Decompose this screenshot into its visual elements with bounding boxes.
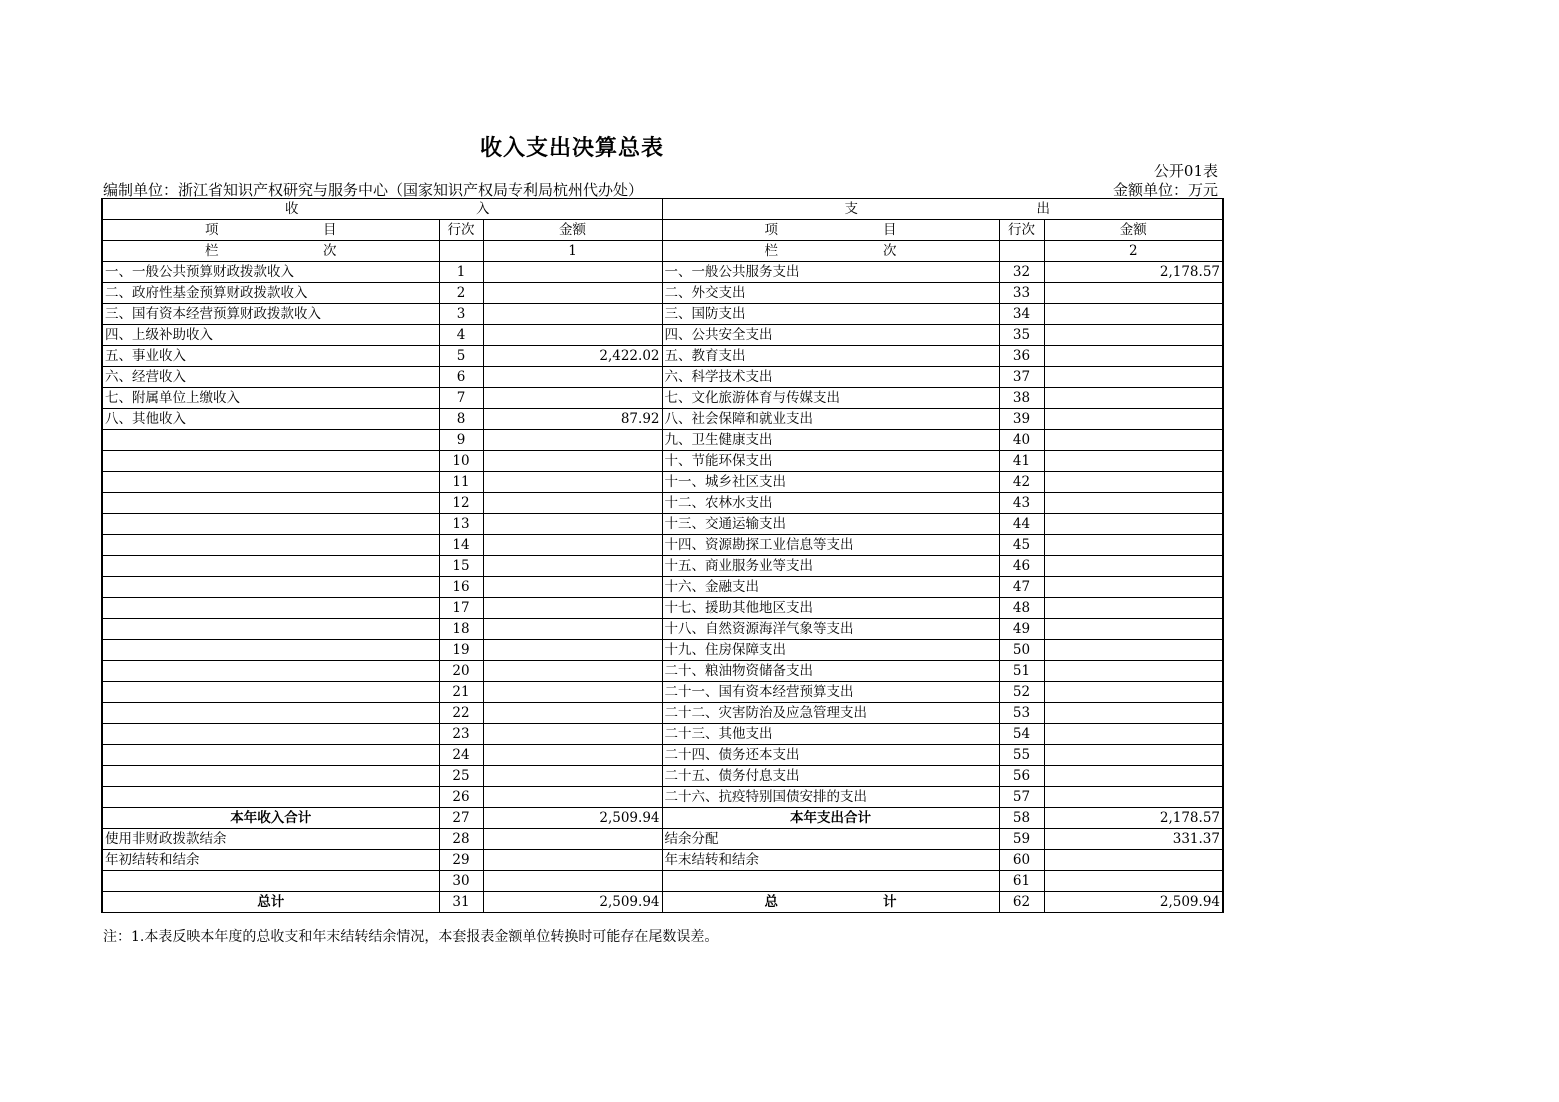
grand-expense-amount: 2,509.94 [1044, 892, 1223, 913]
table-row [102, 325, 1223, 346]
expense-line: 46 [999, 556, 1044, 577]
expense-item: 十六、金融支出 [662, 577, 999, 598]
expense-amount [1044, 535, 1223, 556]
income-item [102, 430, 439, 451]
expense-line: 54 [999, 724, 1044, 745]
income-amount [483, 262, 662, 283]
expense-item: 六、科学技术支出 [662, 367, 999, 388]
income-amount [483, 598, 662, 619]
income-amount [483, 388, 662, 409]
income-line: 2 [439, 283, 483, 304]
expense-item: 九、卫生健康支出 [662, 430, 999, 451]
expense-amount [1044, 430, 1223, 451]
expense-item: 二、外交支出 [662, 283, 999, 304]
expense-line: 33 [999, 283, 1044, 304]
income-amount [483, 787, 662, 808]
income-amount [483, 661, 662, 682]
income-amount [483, 451, 662, 472]
expense-line-header: 行次 [999, 220, 1044, 241]
income-item [102, 640, 439, 661]
expense-item: 七、文化旅游体育与传媒支出 [662, 388, 999, 409]
income-amount [483, 325, 662, 346]
table-row [102, 367, 1223, 388]
expense-line: 38 [999, 388, 1044, 409]
income-line: 25 [439, 766, 483, 787]
expense-amount [1044, 514, 1223, 535]
expense-item: 十、节能环保支出 [662, 451, 999, 472]
column-header-row [102, 220, 1223, 241]
table-row [102, 346, 1223, 367]
expense-line: 36 [999, 346, 1044, 367]
income-amount [483, 577, 662, 598]
year-expense-total-label: 本年支出合计 [662, 808, 999, 829]
blank-expense-amount [1044, 871, 1223, 892]
grand-income-label: 总计 [102, 892, 439, 913]
non-fiscal-row [102, 829, 1223, 850]
table-row [102, 388, 1223, 409]
expense-item: 三、国防支出 [662, 304, 999, 325]
table-row [102, 283, 1223, 304]
income-amount [483, 682, 662, 703]
income-line: 26 [439, 787, 483, 808]
income-line: 18 [439, 619, 483, 640]
income-line: 17 [439, 598, 483, 619]
income-col-line [439, 241, 483, 262]
expense-item: 十四、资源勘探工业信息等支出 [662, 535, 999, 556]
income-line: 13 [439, 514, 483, 535]
expense-line: 39 [999, 409, 1044, 430]
income-line: 20 [439, 661, 483, 682]
blank-expense-line: 61 [999, 871, 1044, 892]
table-row [102, 409, 1223, 430]
expense-item: 十二、农林水支出 [662, 493, 999, 514]
income-col-label: 栏 次 [102, 241, 439, 262]
income-amount: 87.92 [483, 409, 662, 430]
income-item [102, 661, 439, 682]
table-row [102, 577, 1223, 598]
expense-item: 十七、援助其他地区支出 [662, 598, 999, 619]
income-item [102, 598, 439, 619]
begin-balance-label: 年初结转和结余 [102, 850, 439, 871]
surplus-distribution-label: 结余分配 [662, 829, 999, 850]
income-line: 10 [439, 451, 483, 472]
table-row [102, 787, 1223, 808]
expense-amount [1044, 493, 1223, 514]
blank-row [102, 871, 1223, 892]
expense-amount [1044, 640, 1223, 661]
income-item: 四、上级补助收入 [102, 325, 439, 346]
year-income-total-amount: 2,509.94 [483, 808, 662, 829]
income-amount [483, 640, 662, 661]
blank-expense-item [662, 871, 999, 892]
compiling-unit: 编制单位：浙江省知识产权研究与服务中心（国家知识产权局专利局杭州代办处） [103, 181, 644, 199]
income-item [102, 535, 439, 556]
expense-col-number: 2 [1044, 241, 1223, 262]
expense-item: 二十四、债务还本支出 [662, 745, 999, 766]
page-title: 收入支出决算总表 [479, 136, 664, 161]
income-item: 八、其他收入 [102, 409, 439, 430]
expense-item: 二十一、国有资本经营预算支出 [662, 682, 999, 703]
year-income-total-label: 本年收入合计 [102, 808, 439, 829]
year-expense-total-amount: 2,178.57 [1044, 808, 1223, 829]
income-line: 7 [439, 388, 483, 409]
expense-line: 49 [999, 619, 1044, 640]
income-item [102, 556, 439, 577]
expense-item: 十九、住房保障支出 [662, 640, 999, 661]
expense-line: 57 [999, 787, 1044, 808]
income-expense-table [101, 198, 1224, 913]
expense-amount-header: 金额 [1044, 220, 1223, 241]
table-row [102, 535, 1223, 556]
surplus-distribution-amount: 331.37 [1044, 829, 1223, 850]
expense-amount [1044, 346, 1223, 367]
expense-item: 十三、交通运输支出 [662, 514, 999, 535]
expense-line: 48 [999, 598, 1044, 619]
begin-balance-amount [483, 850, 662, 871]
expense-line: 37 [999, 367, 1044, 388]
expense-amount [1044, 703, 1223, 724]
expense-amount [1044, 619, 1223, 640]
expense-amount [1044, 661, 1223, 682]
blank-income-amount [483, 871, 662, 892]
expense-line: 35 [999, 325, 1044, 346]
expense-line: 40 [999, 430, 1044, 451]
expense-amount: 2,178.57 [1044, 262, 1223, 283]
income-item-header: 项 目 [102, 220, 439, 241]
income-item [102, 577, 439, 598]
income-line: 12 [439, 493, 483, 514]
expense-amount [1044, 787, 1223, 808]
income-amount [483, 619, 662, 640]
income-line: 19 [439, 640, 483, 661]
expense-line: 34 [999, 304, 1044, 325]
table-row [102, 514, 1223, 535]
income-amount: 2,422.02 [483, 346, 662, 367]
expense-amount [1044, 367, 1223, 388]
income-amount [483, 703, 662, 724]
expense-item: 二十、粮油物资储备支出 [662, 661, 999, 682]
income-item: 五、事业收入 [102, 346, 439, 367]
table-row [102, 493, 1223, 514]
income-line: 9 [439, 430, 483, 451]
income-item [102, 619, 439, 640]
income-amount [483, 745, 662, 766]
column-number-row [102, 241, 1223, 262]
end-balance-line: 60 [999, 850, 1044, 871]
expense-line: 32 [999, 262, 1044, 283]
table-row [102, 262, 1223, 283]
income-line: 15 [439, 556, 483, 577]
income-amount [483, 430, 662, 451]
end-balance-amount [1044, 850, 1223, 871]
expense-amount [1044, 451, 1223, 472]
income-item: 六、经营收入 [102, 367, 439, 388]
income-item: 二、政府性基金预算财政拨款收入 [102, 283, 439, 304]
income-line: 5 [439, 346, 483, 367]
table-row [102, 556, 1223, 577]
expense-amount [1044, 283, 1223, 304]
income-amount [483, 472, 662, 493]
income-item [102, 766, 439, 787]
income-amount [483, 304, 662, 325]
income-line: 4 [439, 325, 483, 346]
income-item: 七、附属单位上缴收入 [102, 388, 439, 409]
form-number: 公开01表 [1153, 162, 1218, 180]
income-amount [483, 535, 662, 556]
income-amount [483, 514, 662, 535]
income-amount [483, 556, 662, 577]
income-line: 24 [439, 745, 483, 766]
income-line: 11 [439, 472, 483, 493]
income-line: 1 [439, 262, 483, 283]
expense-line: 41 [999, 451, 1044, 472]
income-amount [483, 283, 662, 304]
expense-amount [1044, 682, 1223, 703]
footnote: 注：1.本表反映本年度的总收支和年末结转结余情况，本套报表金额单位转换时可能存在尾数误差。 [103, 929, 719, 945]
expense-line: 47 [999, 577, 1044, 598]
blank-income-line: 30 [439, 871, 483, 892]
expense-item: 二十五、债务付息支出 [662, 766, 999, 787]
income-line: 3 [439, 304, 483, 325]
income-item [102, 787, 439, 808]
table-row [102, 661, 1223, 682]
table-row [102, 703, 1223, 724]
non-fiscal-label: 使用非财政拨款结余 [102, 829, 439, 850]
expense-amount [1044, 766, 1223, 787]
expense-col-label: 栏 次 [662, 241, 999, 262]
income-line: 14 [439, 535, 483, 556]
income-amount [483, 493, 662, 514]
expense-line: 53 [999, 703, 1044, 724]
expense-amount [1044, 388, 1223, 409]
grand-income-amount: 2,509.94 [483, 892, 662, 913]
income-item [102, 493, 439, 514]
expense-line: 45 [999, 535, 1044, 556]
income-item [102, 724, 439, 745]
table-row [102, 724, 1223, 745]
expense-line: 52 [999, 682, 1044, 703]
income-amount [483, 367, 662, 388]
section-header-row [102, 199, 1223, 220]
expense-item: 二十二、灾害防治及应急管理支出 [662, 703, 999, 724]
income-item [102, 682, 439, 703]
table-row [102, 304, 1223, 325]
amount-unit: 金额单位：万元 [1112, 181, 1218, 199]
income-line: 23 [439, 724, 483, 745]
income-amount-header: 金额 [483, 220, 662, 241]
year-expense-total-line: 58 [999, 808, 1044, 829]
year-income-total-line: 27 [439, 808, 483, 829]
expense-item: 十八、自然资源海洋气象等支出 [662, 619, 999, 640]
expense-item: 二十六、抗疫特别国债安排的支出 [662, 787, 999, 808]
expense-amount [1044, 724, 1223, 745]
expense-section-header: 支 出 [662, 199, 1223, 220]
grand-expense-line: 62 [999, 892, 1044, 913]
table-row [102, 430, 1223, 451]
income-col-number: 1 [483, 241, 662, 262]
expense-item-header: 项 目 [662, 220, 999, 241]
expense-amount [1044, 745, 1223, 766]
expense-item: 二十三、其他支出 [662, 724, 999, 745]
income-item [102, 745, 439, 766]
income-item: 三、国有资本经营预算财政拨款收入 [102, 304, 439, 325]
expense-item: 十五、商业服务业等支出 [662, 556, 999, 577]
income-line: 8 [439, 409, 483, 430]
expense-line: 42 [999, 472, 1044, 493]
income-item [102, 703, 439, 724]
expense-amount [1044, 304, 1223, 325]
non-fiscal-line: 28 [439, 829, 483, 850]
table-row [102, 619, 1223, 640]
grand-expense-label: 总 计 [662, 892, 999, 913]
expense-item: 八、社会保障和就业支出 [662, 409, 999, 430]
expense-line: 56 [999, 766, 1044, 787]
expense-amount [1044, 409, 1223, 430]
table-row [102, 472, 1223, 493]
grand-total-row [102, 892, 1223, 913]
expense-item: 十一、城乡社区支出 [662, 472, 999, 493]
income-amount [483, 766, 662, 787]
expense-line: 43 [999, 493, 1044, 514]
table-row [102, 682, 1223, 703]
expense-line: 55 [999, 745, 1044, 766]
grand-income-line: 31 [439, 892, 483, 913]
income-line: 22 [439, 703, 483, 724]
expense-amount [1044, 325, 1223, 346]
income-line-header: 行次 [439, 220, 483, 241]
expense-item: 一、一般公共服务支出 [662, 262, 999, 283]
table-row [102, 745, 1223, 766]
table-row [102, 598, 1223, 619]
expense-line: 50 [999, 640, 1044, 661]
income-item [102, 514, 439, 535]
income-section-header: 收 入 [102, 199, 662, 220]
expense-item: 五、教育支出 [662, 346, 999, 367]
blank-income-item [102, 871, 439, 892]
income-item [102, 472, 439, 493]
expense-amount [1044, 577, 1223, 598]
expense-amount [1044, 472, 1223, 493]
begin-balance-line: 29 [439, 850, 483, 871]
balance-row [102, 850, 1223, 871]
year-total-row [102, 808, 1223, 829]
table-row [102, 766, 1223, 787]
income-item [102, 451, 439, 472]
expense-amount [1044, 598, 1223, 619]
income-line: 6 [439, 367, 483, 388]
surplus-distribution-line: 59 [999, 829, 1044, 850]
table-row [102, 640, 1223, 661]
expense-amount [1044, 556, 1223, 577]
expense-line: 44 [999, 514, 1044, 535]
income-item: 一、一般公共预算财政拨款收入 [102, 262, 439, 283]
expense-line: 51 [999, 661, 1044, 682]
expense-col-line [999, 241, 1044, 262]
income-line: 21 [439, 682, 483, 703]
non-fiscal-amount [483, 829, 662, 850]
income-line: 16 [439, 577, 483, 598]
end-balance-label: 年末结转和结余 [662, 850, 999, 871]
income-amount [483, 724, 662, 745]
expense-item: 四、公共安全支出 [662, 325, 999, 346]
table-row [102, 451, 1223, 472]
